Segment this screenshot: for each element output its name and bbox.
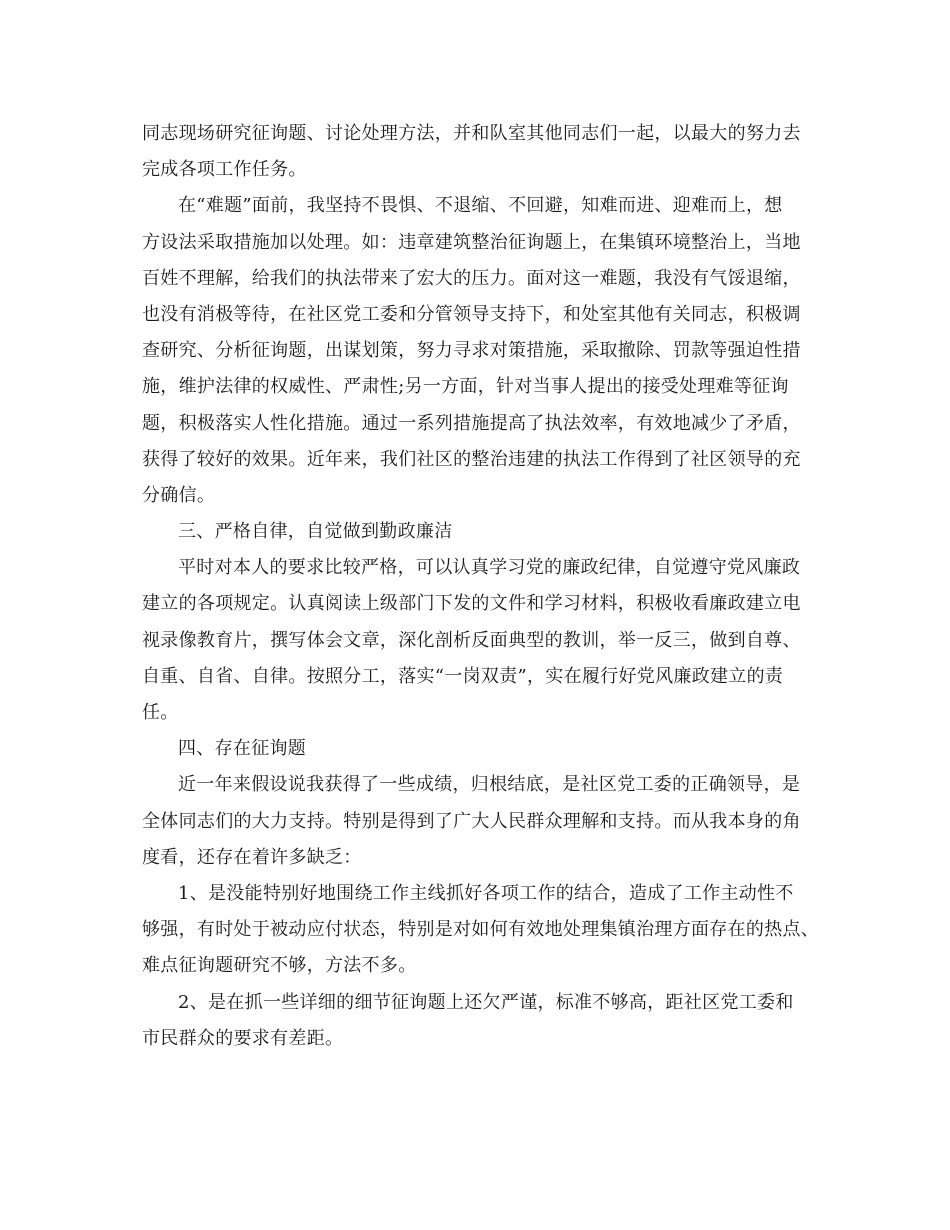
text-line: 分确信。 <box>142 484 216 506</box>
text-line: 查研究、分析征询题，出谋划策，努力寻求对策措施，采取撤除、罚款等强迫性措 <box>142 340 801 362</box>
text-line: 四、存在征询题 <box>178 738 307 760</box>
text-line: 获得了较好的效果。近年来，我们社区的整治违建的执法工作得到了社区领导的充 <box>142 448 801 470</box>
text-line: 近一年来假设说我获得了一些成绩，归根结底，是社区党工委的正确领导，是 <box>178 774 801 796</box>
text-line: 2、是在抓一些详细的细节征询题上还欠严谨，标准不够高，距社区党工委和 <box>178 991 794 1013</box>
text-line: 1、是没能特别好地围绕工作主线抓好各项工作的结合，造成了工作主动性不 <box>178 882 794 904</box>
document-body <box>142 116 842 1057</box>
text-line: 百姓不理解，给我们的执法带来了宏大的压力。面对这一难题，我没有气馁退缩， <box>142 267 801 289</box>
text-line: 施，维护法律的权威性、严肃性;另一方面，针对当事人提出的接受处理难等征询 <box>142 376 789 398</box>
text-line: 方设法采取措施加以处理。如：违章建筑整治征询题上，在集镇环境整治上，当地 <box>142 231 801 253</box>
text-line: 三、严格自律，自觉做到勤政廉洁 <box>178 521 453 543</box>
text-line: 度看，还存在着许多缺乏： <box>142 846 362 868</box>
text-line: 自重、自省、自律。按照分工，落实“一岗双责”，实在履行好党风廉政建立的责 <box>142 665 784 687</box>
text-line: 任。 <box>142 702 179 723</box>
text-line: 全体同志们的大力支持。特别是得到了广大人民群众理解和支持。而从我本身的角 <box>142 810 801 832</box>
text-line: 够强，有时处于被动应付状态，特别是对如何有效地处理集镇治理方面存在的热点、 <box>142 919 820 941</box>
text-line: 难点征询题研究不够，方法不多。 <box>142 955 417 977</box>
text-line: 市民群众的要求有差距。 <box>142 1027 344 1049</box>
text-line: 题，积极落实人性化措施。通过一系列措施提高了执法效率，有效地减少了矛盾， <box>142 412 801 434</box>
text-line: 同志现场研究征询题、讨论处理方法，并和队室其他同志们一起，以最大的努力去 <box>142 123 801 144</box>
text-line: 建立的各项规定。认真阅读上级部门下发的文件和学习材料，积极收看廉政建立电 <box>142 593 801 615</box>
text-line: 完成各项工作任务。 <box>142 159 307 181</box>
text-line: 在“难题”面前，我坚持不畏惧、不退缩、不回避，知难而进、迎难而上，想 <box>178 195 783 217</box>
text-line: 平时对本人的要求比较严格，可以认真学习党的廉政纪律，自觉遵守党风廉政 <box>178 557 801 579</box>
text-line: 视录像教育片，撰写体会文章，深化剖析反面典型的教训，举一反三，做到自尊、 <box>142 629 801 651</box>
text-line: 也没有消极等待，在社区党工委和分管领导支持下，和处室其他有关同志，积极调 <box>142 303 801 325</box>
